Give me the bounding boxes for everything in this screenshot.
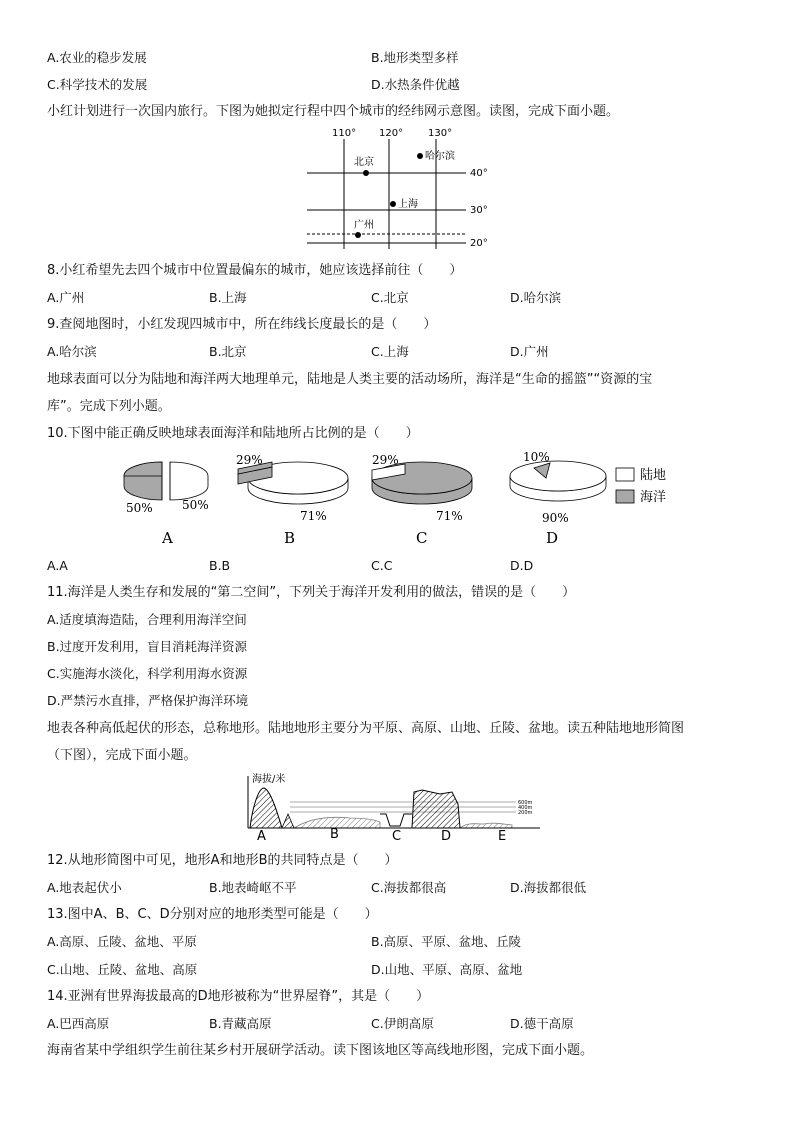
city-label-beijing: 北京: [354, 157, 374, 168]
terrain-letter-b: B: [330, 827, 339, 842]
legend-ocean-label: 海洋: [640, 490, 667, 505]
pie-a-letter: A: [162, 529, 173, 547]
q12-option-c: C.海拔都很高: [371, 880, 447, 895]
intro-ocean-line1: 地球表面可以分为陆地和海洋两大地理单元，陆地是人类主要的活动场所，海洋是“生命的摇篮”“资源的宝: [47, 372, 653, 387]
q9-option-d: D.广州: [510, 344, 549, 359]
terrain-letter-c: C: [392, 829, 402, 842]
q12-option-a: A.地表起伏小: [47, 880, 122, 895]
city-label-shanghai: 上海: [398, 199, 418, 210]
intro-ocean-line2: 库”。完成下列小题。: [47, 399, 171, 414]
land-ocean-pie-figure: [110, 448, 690, 548]
q10-option-d: D.D: [510, 558, 534, 573]
pie-b: [238, 462, 348, 504]
pie-a-label-right: 50%: [182, 498, 209, 512]
city-label-guangzhou: 广州: [354, 220, 374, 231]
pie-a-label-left: 50%: [126, 501, 153, 515]
intro-terrain-line2: （下图），完成下面小题。: [47, 748, 197, 763]
terrain-ylabel: 海拔/米: [252, 774, 286, 785]
legend-land-swatch: [616, 468, 634, 481]
pie-d-label-large: 90%: [542, 511, 569, 525]
lat-label-20: 20°: [470, 238, 488, 249]
pie-b-label-small: 29%: [236, 453, 263, 467]
lat-lon-map: [300, 124, 500, 254]
pie-c-letter: C: [416, 529, 428, 547]
pie-d: [510, 461, 606, 501]
q12-option-d: D.海拔都很低: [510, 880, 587, 895]
q11-option-b: B.过度开发利用，盲目消耗海洋资源: [47, 639, 248, 654]
q10-stem: 10.下图中能正确反映地球表面海洋和陆地所占比例的是（ ）: [47, 426, 419, 441]
lon-label-120: 120°: [379, 128, 404, 139]
q13-option-c: C.山地、丘陵、盆地、高原: [47, 962, 198, 977]
q11-stem: 11.海洋是人类生存和发展的“第二空间”，下列关于海洋开发利用的做法，错误的是（ ）: [47, 585, 576, 600]
intro-hainan: 海南省某中学组织学生前往某乡村开展研学活动。读下图该地区等高线地形图，完成下面小题。: [47, 1043, 594, 1058]
q8-option-a: A.广州: [47, 290, 85, 305]
q9-option-a: A.哈尔滨: [47, 344, 97, 359]
terrain-letter-d: D: [441, 829, 452, 842]
city-dot-shanghai: [390, 201, 396, 207]
q7-option-a: A.农业的稳步发展: [47, 50, 147, 65]
terrain-profile-diagram: [240, 770, 550, 842]
q9-option-c: C.上海: [371, 344, 409, 359]
q14-option-c: C.伊朗高原: [371, 1016, 434, 1031]
lat-label-40: 40°: [470, 168, 488, 179]
q10-option-b: B.B: [209, 558, 231, 573]
legend-ocean-swatch: [616, 490, 634, 503]
city-dot-beijing: [363, 170, 369, 176]
q8-option-b: B.上海: [209, 290, 247, 305]
pie-a: [124, 462, 208, 500]
lon-label-110: 110°: [332, 128, 357, 139]
level-400: 400m: [518, 805, 533, 811]
pie-d-label-small: 10%: [523, 450, 550, 464]
terrain-shape-d: [412, 790, 460, 828]
q11-option-d: D.严禁污水直排，严格保护海洋环境: [47, 693, 249, 708]
terrain-shape-a: [250, 788, 282, 828]
pie-c: [372, 462, 472, 504]
city-label-harbin: 哈尔滨: [425, 151, 455, 162]
q14-stem: 14.亚洲有世界海拔最高的D地形被称为“世界屋脊”，其是（ ）: [47, 989, 430, 1004]
q8-stem: 8.小红希望先去四个城市中位置最偏东的城市，她应该选择前往（ ）: [47, 263, 463, 278]
lat-label-30: 30°: [470, 205, 488, 216]
pie-b-label-large: 71%: [300, 509, 327, 523]
pie-b-letter: B: [284, 529, 296, 547]
q7-option-b: B.地形类型多样: [371, 50, 459, 65]
q11-option-c: C.实施海水淡化，科学利用海水资源: [47, 666, 248, 681]
q13-option-d: D.山地、平原、高原、盆地: [371, 962, 523, 977]
intro-terrain-line1: 地表各种高低起伏的形态，总称地形。陆地地形主要分为平原、高原、山地、丘陵、盆地。读五种陆地地形简图: [47, 721, 685, 736]
q10-option-a: A.A: [47, 558, 68, 573]
city-dot-harbin: [417, 153, 423, 159]
q13-option-b: B.高原、平原、盆地、丘陵: [371, 934, 522, 949]
pie-c-label-large: 71%: [436, 509, 463, 523]
q9-stem: 9.查阅地图时，小红发现四城市中，所在纬线长度最长的是（ ）: [47, 317, 437, 332]
q10-option-c: C.C: [371, 558, 393, 573]
q14-option-a: A.巴西高原: [47, 1016, 110, 1031]
q7-option-c: C.科学技术的发展: [47, 77, 148, 92]
q14-option-d: D.德干高原: [510, 1016, 574, 1031]
terrain-letter-a: A: [257, 829, 266, 842]
level-200: 200m: [518, 810, 533, 816]
q8-option-d: D.哈尔滨: [510, 290, 562, 305]
legend-land-label: 陆地: [640, 468, 667, 483]
intro-travel: 小红计划进行一次国内旅行。下图为她拟定行程中四个城市的经纬网示意图。读图，完成下面小题。: [47, 104, 620, 119]
q9-option-b: B.北京: [209, 344, 247, 359]
q8-option-c: C.北京: [371, 290, 409, 305]
q12-option-b: B.地表崎岖不平: [209, 880, 297, 895]
pie-d-letter: D: [546, 529, 559, 547]
level-600: 600m: [518, 800, 533, 806]
pie-c-label-small: 29%: [372, 453, 399, 467]
q11-option-a: A.适度填海造陆，合理利用海洋空间: [47, 612, 247, 627]
q7-option-d: D.水热条件优越: [371, 77, 460, 92]
terrain-shape-c: [380, 814, 412, 826]
city-dot-guangzhou: [355, 232, 361, 238]
q12-stem: 12.从地形简图中可见，地形A和地形B的共同特点是（ ）: [47, 853, 398, 868]
terrain-shape-e: [460, 823, 512, 828]
q13-option-a: A.高原、丘陵、盆地、平原: [47, 934, 197, 949]
q13-stem: 13.图中A、B、C、D分别对应的地形类型可能是（ ）: [47, 907, 378, 922]
q14-option-b: B.青藏高原: [209, 1016, 272, 1031]
terrain-letter-e: E: [498, 829, 507, 842]
lon-label-130: 130°: [428, 128, 453, 139]
